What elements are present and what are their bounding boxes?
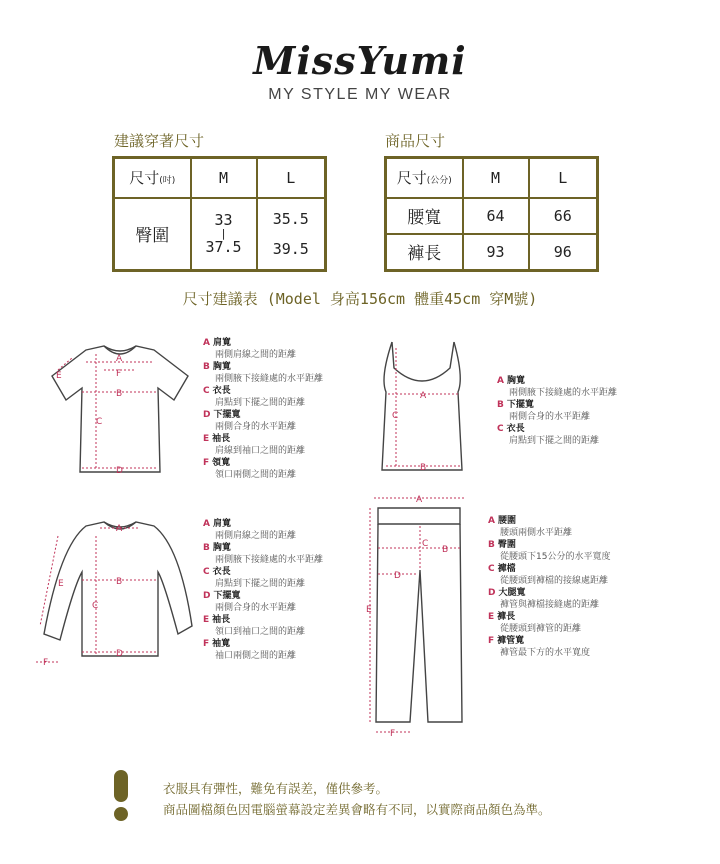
pants-legend: [488, 516, 610, 660]
legend-item: D 大腿寬: [488, 588, 526, 598]
guide-title: 尺寸建議表 (Model 身高156cm 體重45cm 穿M號): [182, 290, 538, 308]
legend-desc: 兩側肩線之間的距離: [215, 349, 297, 360]
legend-desc: 兩側肩線之間的距離: [215, 530, 297, 541]
legend-desc: 從腰頭下15公分的水平寬度: [500, 551, 611, 562]
longsleeve-diagram: [30, 516, 200, 666]
legend-desc: 褲管與褲檔接縫處的距離: [500, 599, 600, 610]
tank-diagram: [372, 338, 472, 478]
longsleeve-mark-b: B: [116, 577, 123, 587]
tshirt-mark-e: E: [56, 371, 62, 381]
tshirt-mark-f: F: [116, 369, 122, 379]
longsleeve-mark-a: A: [116, 524, 123, 534]
tshirt-mark-c: C: [96, 417, 103, 427]
legend-desc: 肩點到下擺之間的距離: [215, 578, 306, 589]
longsleeve-mark-c: C: [92, 601, 99, 611]
legend-item: B 下擺寬: [497, 400, 534, 410]
legend-desc: 從腰頭到褲檔的接線處距離: [500, 575, 609, 586]
legend-item: E 袖長: [203, 615, 231, 625]
tank-mark-c: C: [392, 411, 399, 421]
pants-diagram: [364, 490, 474, 740]
recommend-title: 建議穿著尺寸: [114, 132, 205, 150]
legend-desc: 褲管最下方的水平寬度: [500, 647, 591, 658]
product-title: 商品尺寸: [385, 132, 446, 150]
tank-mark-b: B: [420, 463, 427, 473]
legend-item: A 胸寬: [497, 376, 525, 386]
legend-desc: 腰頭兩側水平距離: [500, 527, 573, 538]
disclaimer-line-1: 衣服具有彈性，難免有誤差，僅供參考。: [163, 781, 389, 796]
legend-desc: 袖口兩側之間的距離: [215, 650, 297, 661]
disclaimer: [163, 778, 551, 820]
legend-desc: 兩側腋下接縫處的水平距離: [509, 387, 618, 398]
legend-item: F 領寬: [203, 458, 231, 468]
pants-mark-d: D: [394, 571, 401, 581]
pants-mark-b: B: [442, 545, 449, 555]
legend-desc: 從腰頭到褲管的距離: [500, 623, 582, 634]
legend-item: B 胸寬: [203, 362, 231, 372]
recommend-m-value: 33 | 37.5: [191, 198, 257, 271]
disclaimer-line-2: 商品圖檔顏色因電腦螢幕設定差異會略有不同，以實際商品顏色為準。: [163, 802, 551, 817]
product-row-label: 褲長: [386, 234, 463, 271]
exclamation-icon: [113, 770, 129, 822]
product-table: [384, 156, 599, 272]
legend-desc: 領口到袖口之間的距離: [215, 626, 306, 637]
product-cell: 66: [529, 198, 598, 234]
legend-desc: 肩點到下擺之間的距離: [509, 435, 600, 446]
product-size-header: 尺寸(公分): [386, 158, 463, 198]
brand-logo: MissYumi: [253, 38, 467, 83]
product-cell: 64: [463, 198, 529, 234]
legend-item: B 胸寬: [203, 543, 231, 553]
recommend-l-value: 35.5 39.5: [257, 198, 326, 271]
product-col-l: L: [529, 158, 598, 198]
pants-mark-c: C: [422, 539, 429, 549]
legend-item: A 肩寬: [203, 519, 231, 529]
legend-desc: 兩側合身的水平距離: [215, 602, 297, 613]
legend-desc: 肩線到袖口之間的距離: [215, 445, 306, 456]
brand-tagline: MY STYLE MY WEAR: [268, 86, 452, 103]
product-cell: 93: [463, 234, 529, 271]
legend-item: D 下擺寬: [203, 410, 241, 420]
tank-mark-a: A: [420, 391, 427, 401]
pants-mark-e: E: [366, 605, 372, 615]
legend-item: F 褲管寬: [488, 636, 525, 646]
legend-item: A 肩寬: [203, 338, 231, 348]
pants-mark-f: F: [390, 729, 396, 739]
legend-item: C 褲檔: [488, 564, 516, 574]
legend-desc: 兩側合身的水平距離: [215, 421, 297, 432]
tank-legend: [497, 376, 617, 448]
tshirt-mark-d: D: [116, 466, 123, 476]
longsleeve-mark-d: D: [116, 649, 123, 659]
pants-mark-a: A: [416, 495, 423, 505]
legend-item: C 衣長: [203, 567, 231, 577]
legend-item: E 袖長: [203, 434, 231, 444]
product-cell: 96: [529, 234, 598, 271]
legend-desc: 兩側腋下接縫處的水平距離: [215, 373, 324, 384]
legend-item: C 衣長: [203, 386, 231, 396]
legend-item: F 袖寬: [203, 639, 231, 649]
legend-desc: 領口兩側之間的距離: [215, 469, 297, 480]
legend-desc: 兩側合身的水平距離: [509, 411, 591, 422]
legend-item: B 臀圍: [488, 540, 516, 550]
longsleeve-mark-f: F: [43, 658, 49, 666]
product-row-label: 腰寬: [386, 198, 463, 234]
legend-desc: 兩側腋下接縫處的水平距離: [215, 554, 324, 565]
longsleeve-mark-e: E: [58, 579, 64, 589]
legend-item: E 褲長: [488, 612, 516, 622]
legend-desc: 肩點到下擺之間的距離: [215, 397, 306, 408]
product-col-m: M: [463, 158, 529, 198]
legend-item: D 下擺寬: [203, 591, 241, 601]
tshirt-mark-b: B: [116, 389, 123, 399]
longsleeve-legend: [203, 519, 323, 663]
recommend-size-header: 尺寸(吋): [114, 158, 191, 198]
tshirt-mark-a: A: [116, 354, 123, 364]
recommend-col-m: M: [191, 158, 257, 198]
recommend-table: [112, 156, 327, 272]
recommend-col-l: L: [257, 158, 326, 198]
legend-item: A 腰圍: [488, 516, 516, 526]
tshirt-diagram: [38, 340, 203, 480]
recommend-row-label: 臀圍: [114, 198, 191, 271]
tshirt-legend: [203, 338, 323, 482]
legend-item: C 衣長: [497, 424, 525, 434]
